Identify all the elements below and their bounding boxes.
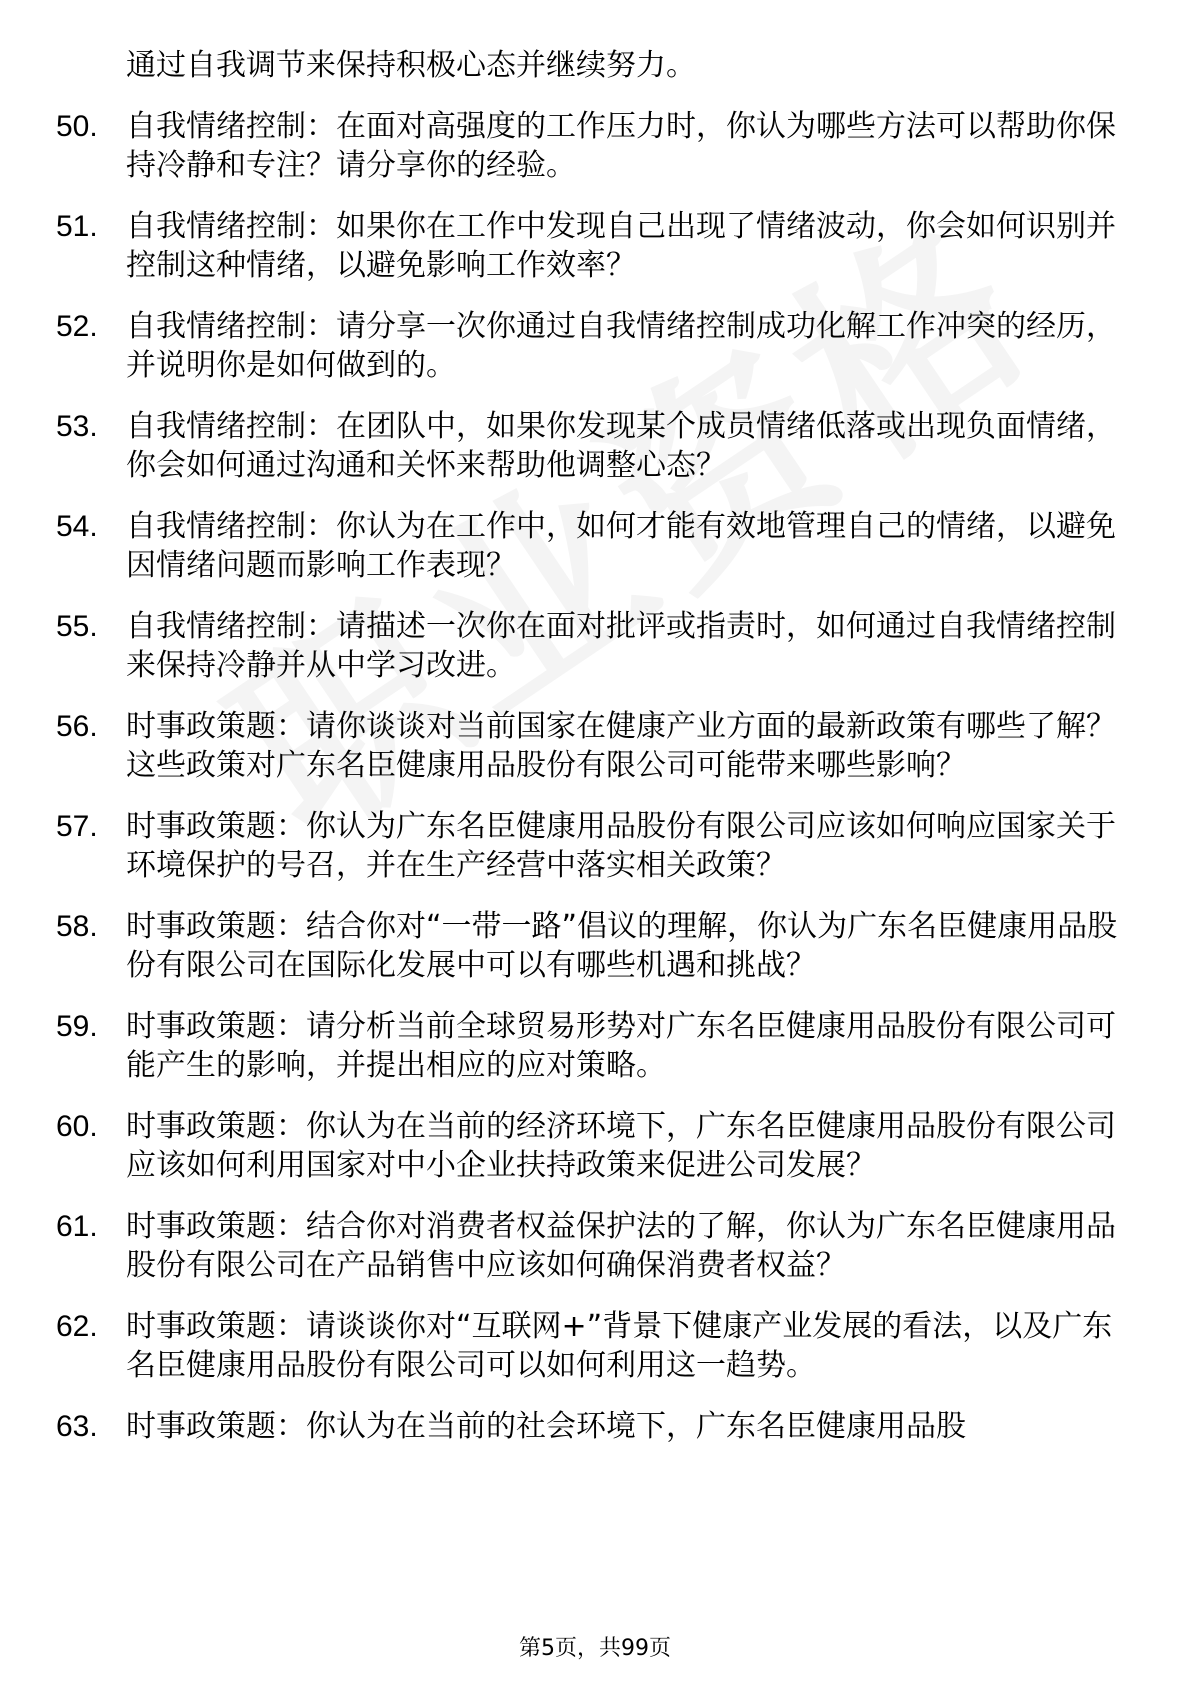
question-item <box>56 1007 1136 1085</box>
question-text: 自我情绪控制：在团队中，如果你发现某个成员情绪低落或出现负面情绪，你会如何通过沟通和关怀来帮助他调整心态？ <box>126 409 1116 483</box>
question-text: 自我情绪控制：你认为在工作中，如何才能有效地管理自己的情绪，以避免因情绪问题而影响工作表现？ <box>126 509 1116 583</box>
question-text: 时事政策题：你认为广东名臣健康用品股份有限公司应该如何响应国家关于环境保护的号召，并在生产经营中落实相关政策？ <box>126 809 1116 883</box>
question-number: 61. <box>56 1210 98 1243</box>
question-number: 54. <box>56 510 98 543</box>
question-item <box>56 207 1136 285</box>
question-item <box>56 1407 1136 1446</box>
question-text: 自我情绪控制：请描述一次你在面对批评或指责时，如何通过自我情绪控制来保持冷静并从中学习改进。 <box>126 609 1116 683</box>
question-number: 63. <box>56 1410 98 1443</box>
question-number: 55. <box>56 610 98 643</box>
question-number: 53. <box>56 410 98 443</box>
question-text: 时事政策题：你认为在当前的经济环境下，广东名臣健康用品股份有限公司应该如何利用国家对中小企业扶持政策来促进公司发展？ <box>126 1109 1116 1183</box>
question-item <box>56 107 1136 185</box>
question-number: 57. <box>56 810 98 843</box>
question-item <box>56 807 1136 885</box>
question-number: 58. <box>56 910 98 943</box>
question-item <box>56 707 1136 785</box>
question-number: 56. <box>56 710 98 743</box>
question-number: 50. <box>56 110 98 143</box>
page-footer: 第5页，共99页 <box>519 1636 671 1661</box>
question-text: 时事政策题：结合你对“一带一路”倡议的理解，你认为广东名臣健康用品股份有限公司在国际化发展中可以有哪些机遇和挑战？ <box>126 909 1118 983</box>
question-list <box>56 46 1136 1468</box>
question-number: 62. <box>56 1310 98 1343</box>
question-item <box>56 1207 1136 1285</box>
question-text: 自我情绪控制：在面对高强度的工作压力时，你认为哪些方法可以帮助你保持冷静和专注？请分享你的经验。 <box>126 109 1116 183</box>
question-text: 自我情绪控制：请分享一次你通过自我情绪控制成功化解工作冲突的经历，并说明你是如何做到的。 <box>126 309 1116 383</box>
question-item <box>56 607 1136 685</box>
question-item <box>56 407 1136 485</box>
question-number: 52. <box>56 310 98 343</box>
question-item <box>56 1107 1136 1185</box>
question-text: 自我情绪控制：如果你在工作中发现自己出现了情绪波动，你会如何识别并控制这种情绪，以避免影响工作效率？ <box>126 209 1116 283</box>
question-number: 51. <box>56 210 98 243</box>
question-item <box>56 507 1136 585</box>
question-text: 时事政策题：请你谈谈对当前国家在健康产业方面的最新政策有哪些了解？这些政策对广东名臣健康用品股份有限公司可能带来哪些影响？ <box>126 709 1116 783</box>
question-item <box>56 1307 1136 1385</box>
continuation-text: 通过自我调节来保持积极心态并继续努力。 <box>126 48 696 83</box>
question-item <box>56 307 1136 385</box>
question-text: 时事政策题：你认为在当前的社会环境下，广东名臣健康用品股 <box>126 1409 966 1444</box>
question-number: 60. <box>56 1110 98 1143</box>
question-number: 59. <box>56 1010 98 1043</box>
question-item <box>56 907 1136 985</box>
question-text: 时事政策题：请谈谈你对“互联网+”背景下健康产业发展的看法，以及广东名臣健康用品股份有限公司可以如何利用这一趋势。 <box>126 1309 1113 1383</box>
question-text: 时事政策题：结合你对消费者权益保护法的了解，你认为广东名臣健康用品股份有限公司在产品销售中应该如何确保消费者权益？ <box>126 1209 1116 1283</box>
question-text: 时事政策题：请分析当前全球贸易形势对广东名臣健康用品股份有限公司可能产生的影响，并提出相应的应对策略。 <box>126 1009 1116 1083</box>
